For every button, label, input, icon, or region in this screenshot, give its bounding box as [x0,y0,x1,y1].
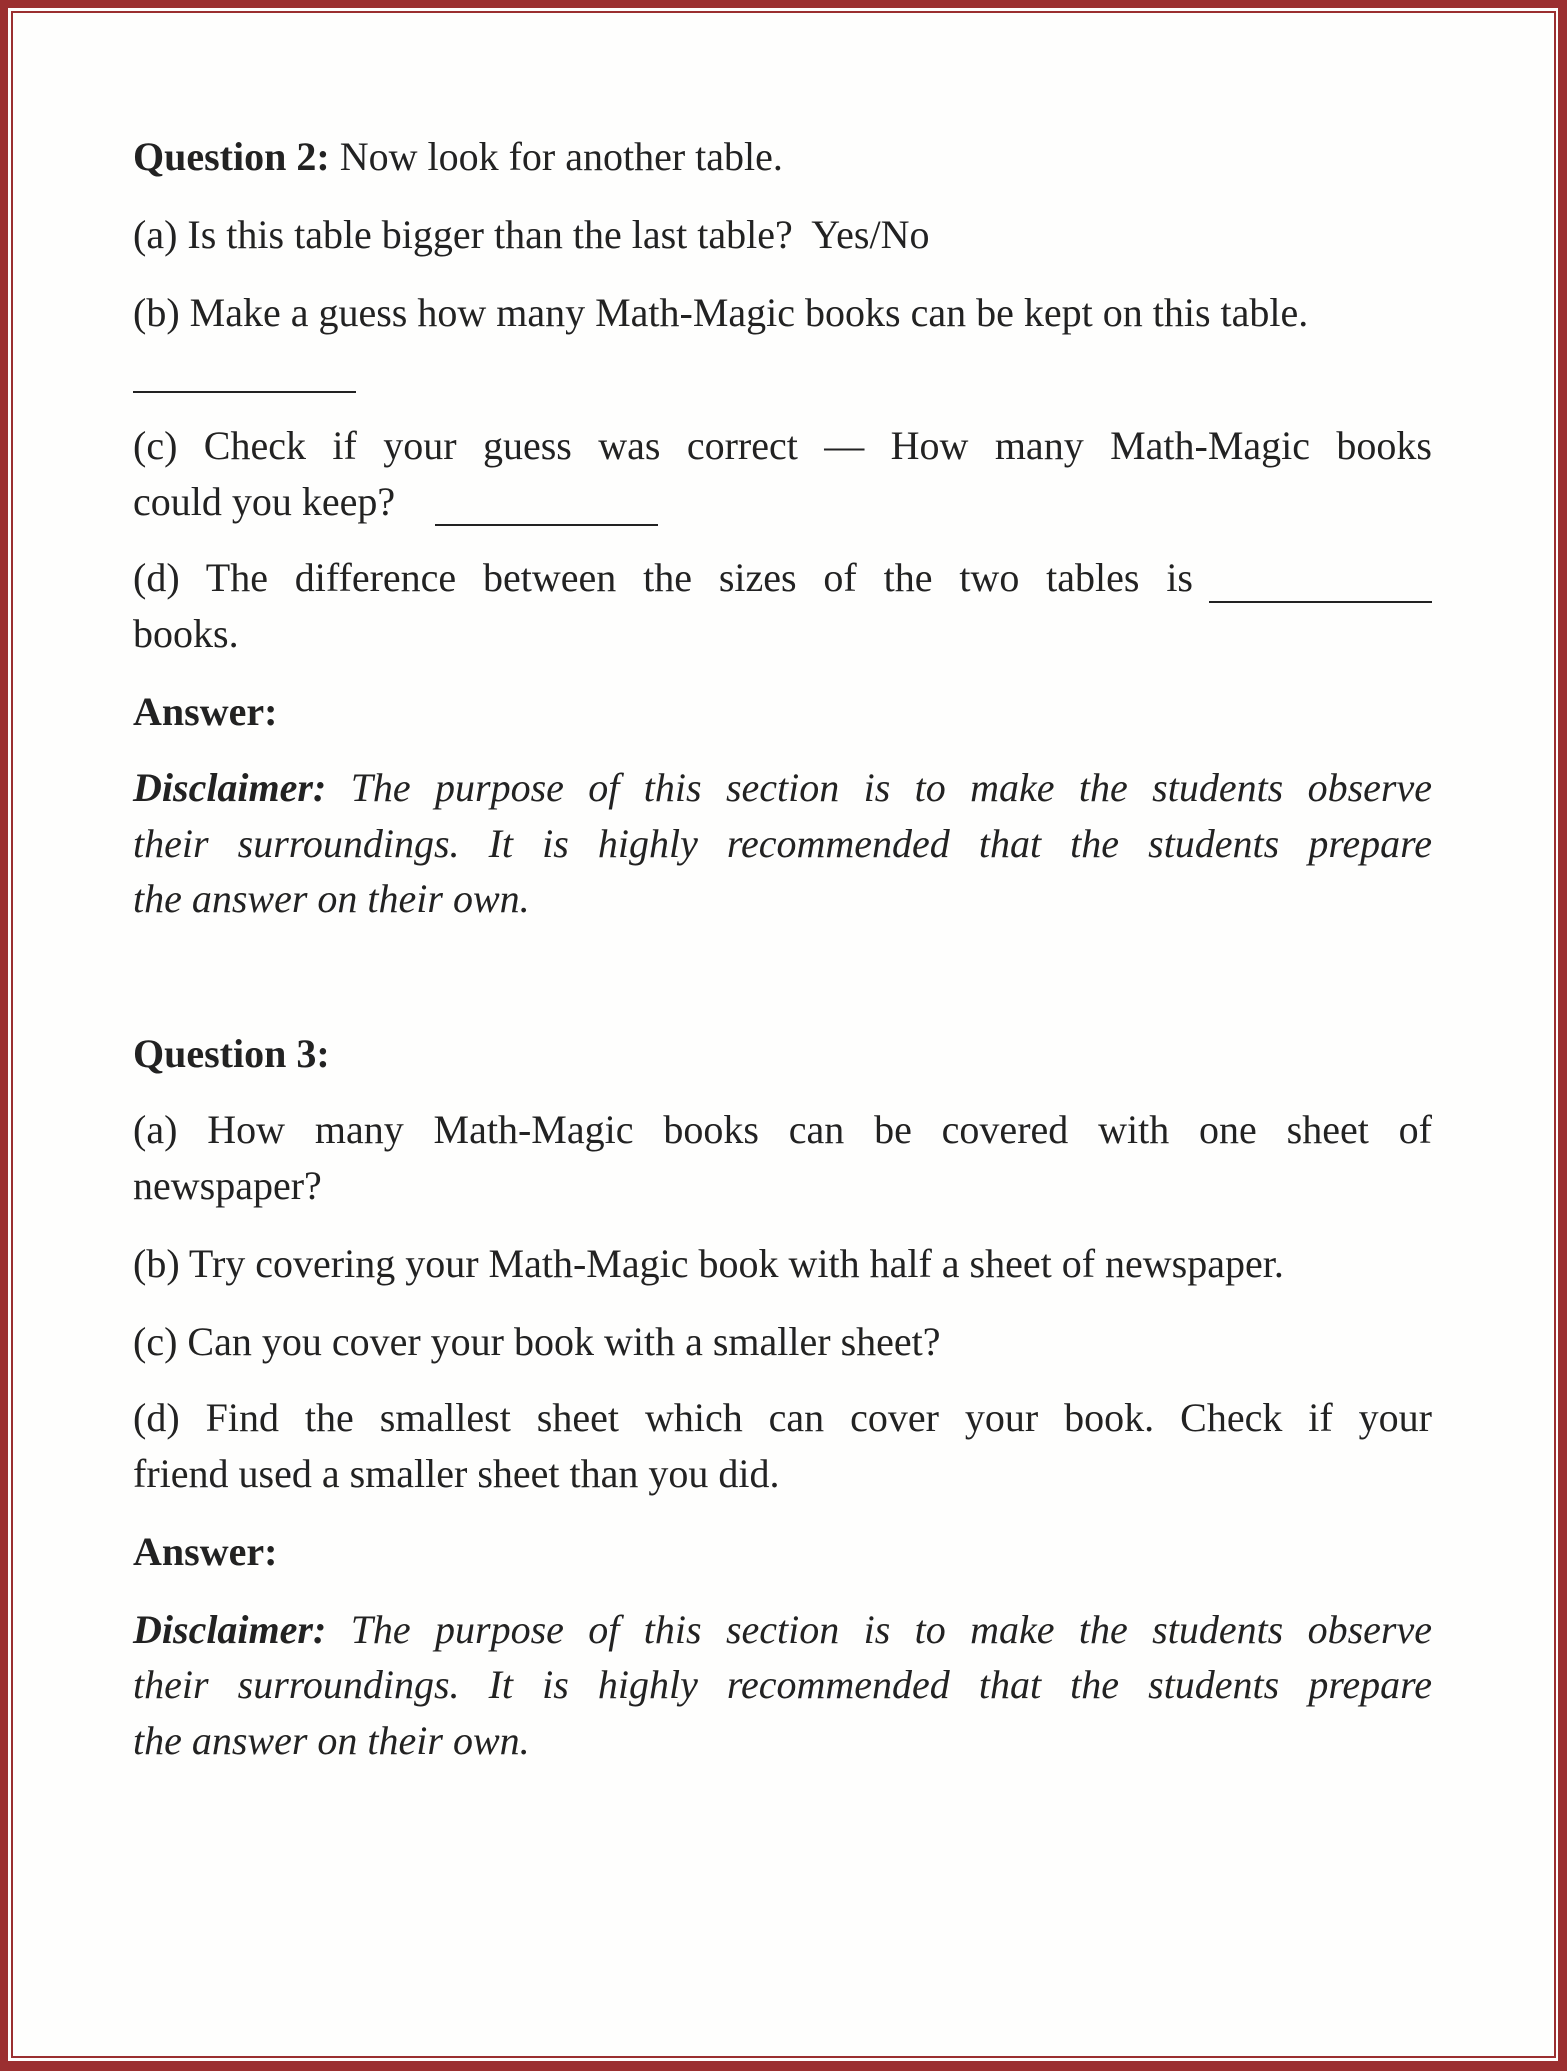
question-2-part-c-line-2 [133,479,396,524]
question-3-heading: Question 3: [133,1031,330,1076]
question-2-answer-label: Answer: [133,689,278,734]
question-2-label: Question 2: [133,134,330,179]
question-2-part-d-line-1: (d) The difference between the sizes of the two tables is [133,555,1193,600]
question-2-disclaimer-label: Disclaimer: [133,765,327,810]
answer-blank-part-d[interactable] [1209,601,1432,603]
question-2-part-a [133,212,930,257]
question-2-disclaimer-line-1 [133,765,1433,810]
question-3-part-c: (c) Can you cover your book with a smaller sheet? [133,1319,941,1364]
question-2-part-d-line-2: books. [133,611,239,656]
question-2-disclaimer-line-3: the answer on their own. [133,876,530,921]
question-3-disclaimer-label: Disclaimer: [133,1607,327,1652]
question-3-disclaimer-line-1 [133,1607,1433,1652]
question-3-answer-label: Answer: [133,1529,278,1574]
question-3-part-a-line-2: newspaper? [133,1163,322,1208]
question-2-part-b-text: (b) Make a guess how many Math-Magic books can be kept on this table. [133,290,1309,335]
question-2-part-b [133,290,1309,335]
question-2-part-a-text: (a) Is this table bigger than the last table? [133,212,793,257]
question-3-part-b: (b) Try covering your Math-Magic book with half a sheet of newspaper. [133,1241,1284,1286]
question-3-part-d-line-1: (d) Find the smallest sheet which can cover your book. Check if your [133,1395,1432,1440]
answer-blank-part-b[interactable] [133,391,356,393]
answer-blank-part-c[interactable] [435,524,658,526]
question-2-part-c-line-1: (c) Check if your guess was correct — How many Math-Magic books [133,423,1432,468]
question-3-disclaimer-line-2: their surroundings. It is highly recommended that the students prepare [133,1662,1432,1707]
question-3-disclaimer-text-1: The purpose of this section is to make the students observe [350,1607,1433,1652]
question-3-part-a-line-1: (a) How many Math-Magic books can be covered with one sheet of [133,1107,1432,1152]
question-2-prompt: Now look for another table. [339,134,783,179]
question-3-disclaimer-line-3: the answer on their own. [133,1718,530,1763]
question-2-part-c-line-2-text: could you keep? [133,479,396,524]
question-2-part-a-options: Yes/No [811,212,930,257]
question-3-part-d-line-2: friend used a smaller sheet than you did. [133,1451,780,1496]
question-2-disclaimer-line-2: their surroundings. It is highly recommended that the students prepare [133,821,1432,866]
question-2-disclaimer-text-1: The purpose of this section is to make the students observe [350,765,1433,810]
question-2-heading [133,134,783,179]
